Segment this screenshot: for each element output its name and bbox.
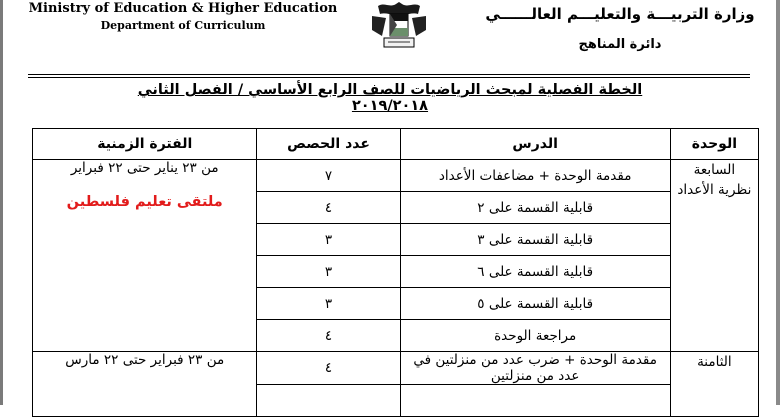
unit-seven-period-cell	[33, 160, 257, 352]
count-cell: ٧	[257, 160, 400, 192]
unit-eight-period: من ٢٣ فبراير حتى ٢٢ مارس	[65, 352, 225, 368]
plan-title: الخطة الفصلية لمبحث الرياضيات للصف الرابع الأساسي / الفصل الثاني ٢٠١٩/٢٠١٨	[137, 82, 643, 114]
header-divider	[28, 74, 750, 75]
count-cell: ٤	[257, 320, 400, 352]
table-row	[33, 160, 759, 192]
header-unit: الوحدة	[670, 129, 758, 160]
header-period: الفترة الزمنية	[33, 129, 257, 160]
count-cell: ٤	[257, 352, 400, 385]
lesson-cell: مراجعة الوحدة	[400, 320, 670, 352]
header-english	[28, 0, 338, 34]
lesson-cell	[400, 385, 670, 417]
lesson-cell: قابلية القسمة على ٦	[400, 256, 670, 288]
promo-text: ملتقى تعليم فلسطين	[66, 194, 223, 210]
department-name-ar: دائرة المناهج	[578, 37, 662, 52]
count-cell: ٣	[257, 224, 400, 256]
table-row	[33, 352, 759, 385]
count-cell: ٤	[257, 192, 400, 224]
unit-eight-name: الثامنة	[697, 354, 732, 370]
plan-table	[32, 128, 759, 417]
ministry-name-ar: وزارة التربيـــة والتعليـــم العالــــــي	[485, 5, 755, 23]
count-cell: ٣	[257, 288, 400, 320]
page-edge-left	[0, 0, 3, 405]
unit-seven-cell	[670, 160, 758, 352]
lesson-cell: مقدمة الوحدة + ضرب عدد من منزلتين في عدد من منزلتين	[400, 352, 670, 385]
count-cell: ٣	[257, 256, 400, 288]
lesson-cell: قابلية القسمة على ٢	[400, 192, 670, 224]
palestinian-emblem-icon	[366, 0, 432, 52]
unit-eight-period-cell	[33, 352, 257, 417]
table-header-row	[33, 129, 759, 160]
header-divider-secondary	[28, 77, 750, 78]
unit-seven-topic: نظرية الأعداد	[677, 182, 752, 198]
department-name-en: Department of Curriculum	[100, 19, 266, 32]
header-arabic	[470, 0, 770, 54]
page-edge-right	[776, 0, 780, 405]
count-cell	[257, 385, 400, 417]
lesson-cell: مقدمة الوحدة + مضاعفات الأعداد	[400, 160, 670, 192]
unit-eight-cell	[670, 352, 758, 417]
lesson-cell: قابلية القسمة على ٥	[400, 288, 670, 320]
header-count: عدد الحصص	[257, 129, 400, 160]
header-lesson: الدرس	[400, 129, 670, 160]
ministry-name-en: Ministry of Education & Higher Education	[28, 1, 338, 16]
unit-seven-name: السابعة	[693, 162, 736, 178]
unit-seven-period: من ٢٣ يناير حتى ٢٢ فبراير	[70, 160, 219, 176]
lesson-cell: قابلية القسمة على ٣	[400, 224, 670, 256]
